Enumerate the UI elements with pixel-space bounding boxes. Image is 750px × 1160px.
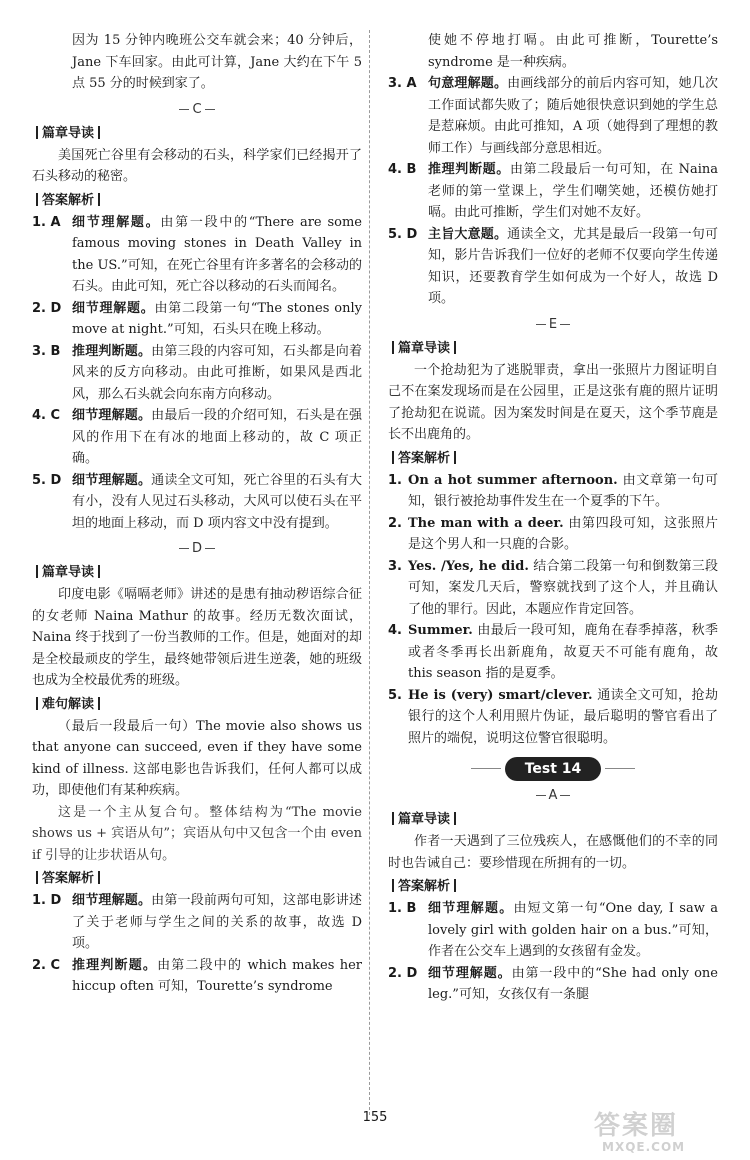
- watermark-logo: 答案圈 MXQE.COM: [594, 1111, 686, 1154]
- answer-item: 1. A 细节理解题。由第一段中的“There are some famous moving stones in Death Valley in the US.”可知，在死亡谷里有许多著名的会移动的石头。由此可知，死亡谷以移动的石头而闻名。: [32, 214, 362, 294]
- answer-item: 2. D 细节理解题。由第一段中的“She had only one leg.”可知，女孩仅有一条腿: [388, 965, 718, 1002]
- difficult-sentence: （最后一段最后一句）The movie also shows us that anyone can succeed, even if they have some kind of illness. 这部电影也告诉我们，任何人都可以成功，即使他们有某种疾病。: [32, 718, 362, 798]
- section-c-header: [32, 99, 362, 121]
- answer-item: 3. Yes. /Yes, he did. 结合第二段第一句和倒数第三段可知，案发几天后，警察就找到了这个人，并且确认了他的罪行。因此，本题应作肯定回答。: [388, 558, 718, 617]
- answer-item: 3. B 推理判断题。由第三段的内容可知，石头都是向着风来的反方向移动。由此可推断，如果风是西北风，那么石头就会向东南方向移动。: [32, 343, 362, 402]
- answer-item: 3. A 句意理解题。由画线部分的前后内容可知，她几次工作面试都失败了；随后她很快意识到她的学生总是惹麻烦。由此可推知，A 项（她得到了理想的教师工作）与画线部分意思相近。: [388, 76, 718, 156]
- test-badge: Test 14: [505, 757, 601, 781]
- answer-item: 2. D 细节理解题。由第二段第一句“The stones only move at night.”可知，石头只在晚上移动。: [32, 300, 362, 337]
- page-number: 155: [362, 1110, 388, 1125]
- section-a-header: [388, 785, 718, 807]
- answer-item: 2. The man with a deer. 由第四段可知，这张照片是这个男人和一只鹿的合影。: [388, 515, 718, 552]
- section-e-answers-heading: 答案解析: [388, 448, 718, 470]
- answer-item: 4. C 细节理解题。由最后一段的介绍可知，石头是在强风的作用下在有冰的地面上移动的，故 C 项正确。: [32, 408, 362, 466]
- left-column: [32, 30, 362, 998]
- section-a-answers-heading: 答案解析: [388, 876, 718, 898]
- section-a-guide-text: 作者一天遇到了三位残疾人，在感慨他们的不幸的同时也告诫自己：要珍惜现在所拥有的一切。: [388, 834, 718, 871]
- difficult-sentence-note: 这是一个主从复合句。整体结构为“The movie shows us + 宾语从句”；宾语从句中又包含一个由 even if 引导的让步状语从句。: [32, 804, 362, 863]
- section-a-letter: A: [548, 788, 558, 803]
- section-c-guide-text: 美国死亡谷里有会移动的石头，科学家们已经揭开了石头移动的秘密。: [32, 147, 362, 184]
- right-column: [388, 30, 718, 1006]
- answer-item: 4. Summer. 由最后一段可知，鹿角在春季掉落，秋季或者冬季再长出新鹿角，故夏天不可能有鹿角，故 this season 指的是夏季。: [388, 623, 718, 681]
- section-e-letter: E: [548, 316, 558, 332]
- answer-item: 4. B 推理判断题。由第二段最后一句可知，在 Naina 老师的第一堂课上，学生们嘲笑她，还模仿她打嗝。由此可推断，学生们对她不友好。: [388, 162, 718, 220]
- answer-item: 5. He is (very) smart/clever. 通读全文可知，抢劫银行的这个人利用照片伪证，最后聪明的警官看出了照片的端倪，说明这位警官很聪明。: [388, 687, 718, 746]
- continued-text: 使她不停地打嗝。由此可推断，Tourette’s syndrome 是一种疾病。: [428, 33, 718, 70]
- answer-item: 1. On a hot summer afternoon. 由文章第一句可知，银行被抢劫事件发生在一个夏季的下午。: [388, 472, 718, 509]
- column-divider: [369, 30, 370, 1115]
- section-d-guide-text: 印度电影《嗝嗝老师》讲述的是患有抽动秽语综合征的女老师 Naina Mathur 的故事。经历无数次面试，Naina 终于找到了一份当教师的工作。但是，她面对的却是全校最顽皮的学生，最终她带领后进生逆袭，她的班级也成为全校最优秀的班级。: [32, 587, 362, 688]
- section-d-difficult-heading: 难句解读: [32, 694, 362, 716]
- answer-item: 2. C 推理判断题。由第二段中的 which makes her hiccup often 可知，Tourette’s syndrome: [32, 957, 362, 994]
- answer-item: 1. B 细节理解题。由短文第一句“One day, I saw a lovely girl with golden hair on a bus.”可知，作者在公交车上遇到的女孩留有金发。: [388, 901, 718, 959]
- section-a-guide-heading: 篇章导读: [388, 809, 718, 831]
- section-c-letter: C: [192, 101, 202, 117]
- section-d-guide-heading: 篇章导读: [32, 562, 362, 584]
- section-c-guide-heading: 篇章导读: [32, 123, 362, 145]
- section-d-letter: D: [191, 541, 202, 556]
- intro-paragraph: 因为 15 分钟内晚班公交车就会来；40 分钟后，Jane 下车回家。由此可计算，Jane 大约在下午 5 点 55 分的时候到家了。: [72, 33, 362, 91]
- section-d-header: [32, 538, 362, 560]
- section-c-answers-heading: 答案解析: [32, 190, 362, 212]
- answer-item: 1. D 细节理解题。由第一段前两句可知，这部电影讲述了关于老师与学生之间的关系的故事，故选 D 项。: [32, 893, 362, 951]
- section-e-guide-text: 一个抢劫犯为了逃脱罪责，拿出一张照片力图证明自己不在案发现场而是在公园里，正是这张有鹿的照片证明了抢劫犯在说谎。因为案发时间是在夏天，这个季节鹿是长不出鹿角的。: [388, 362, 718, 442]
- section-e-header: [388, 314, 718, 336]
- answer-item: 5. D 主旨大意题。通读全文，尤其是最后一段第一句可知，影片告诉我们一位好的老师不仅要向学生传递知识，还要教育学生如何成为一个好人，故选 D 项。: [388, 226, 718, 306]
- answer-item: 5. D 细节理解题。通读全文可知，死亡谷里的石头有大有小，没有人见过石头移动，大风可以使石头在平坦的地面上移动，而 D 项内容文中没有提到。: [32, 472, 362, 531]
- section-d-answers-heading: 答案解析: [32, 868, 362, 890]
- section-e-guide-heading: 篇章导读: [388, 338, 718, 360]
